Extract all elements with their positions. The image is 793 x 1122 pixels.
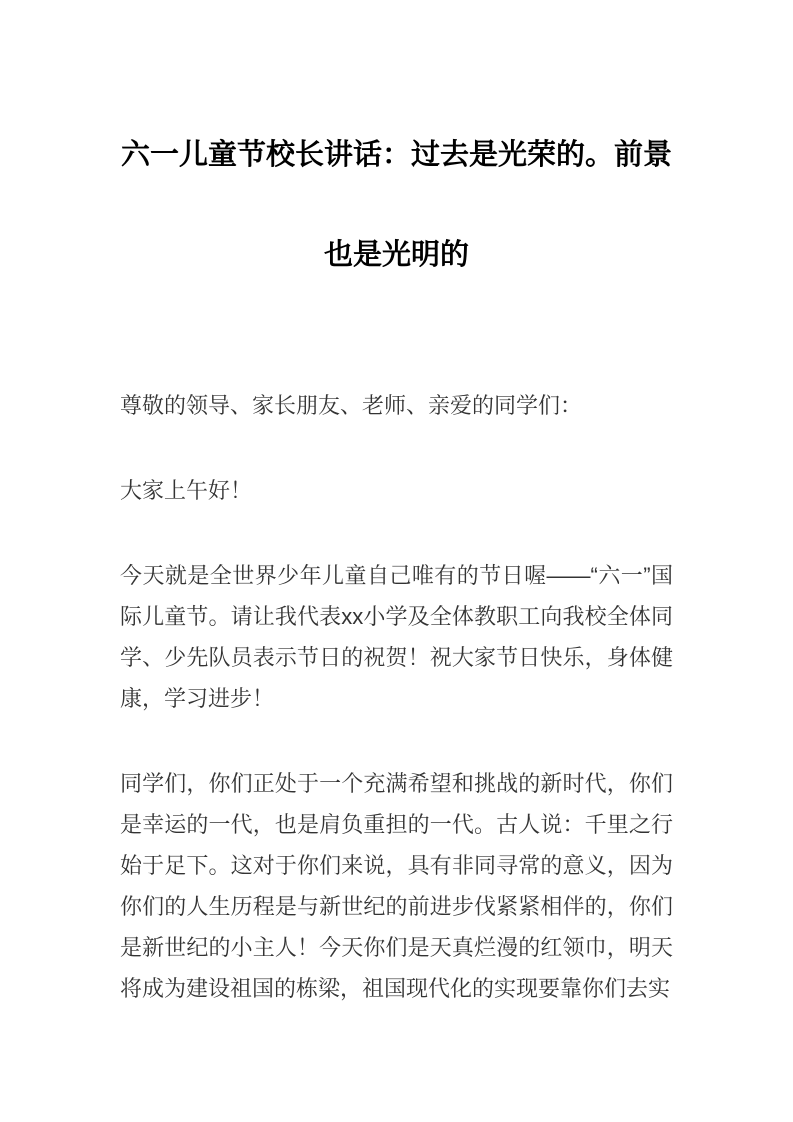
document-body (120, 385, 673, 1053)
paragraph-new-era: 同学们，你们正处于一个充满希望和挑战的新时代，你们是幸运的一代，也是肩负重担的一代。古人说：千里之行始于足下。这对于你们来说，具有非同寻常的意义，因为你们的人生历程是与新世纪的前进步伐紧紧相伴的，你们是新世纪的小主人！今天你们是天真烂漫的红领巾，明天将成为建设祖国的栋梁，祖国现代化的实现要靠你们去实 (120, 771, 673, 1001)
document-title: 六一儿童节校长讲话：过去是光荣的。前景也是光明的 (120, 139, 672, 271)
paragraph-festival-congrats: 今天就是全世界少年儿童自己唯有的节日喔——“六一”国际儿童节。请让我代表xx小学及全体教职工向我校全体同学、少先队员表示节日的祝贺！祝大家节日快乐，身体健康，学习进步！ (120, 563, 673, 711)
paragraph-greeting: 大家上午好！ (120, 478, 253, 503)
paragraph-salutation: 尊敬的领导、家长朋友、老师、亲爱的同学们： (120, 393, 583, 418)
